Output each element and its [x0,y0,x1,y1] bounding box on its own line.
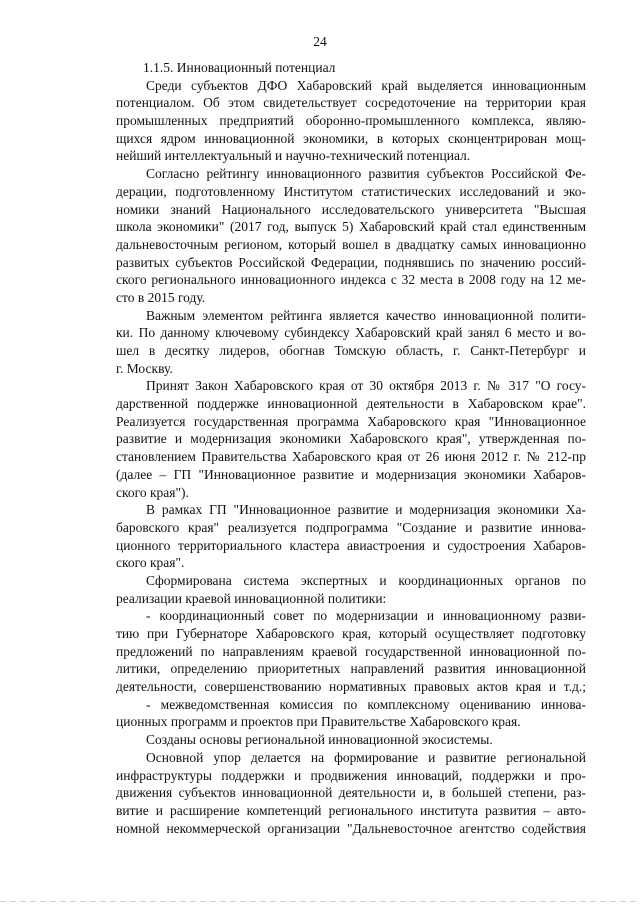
paragraph-line: витие и расширение компетенций регионального института развития – авто- [116,802,586,818]
list-item-line: литики, определению приоритетных направлений развития инновационной [116,661,586,677]
paragraph-line: ционного территориального кластера авиастроения и судостроения Хабаров- [116,537,586,553]
paragraph-line: движения субъектов инновационной деятельности и, в большей степени, раз- [116,785,586,801]
list-item-line: - координационный совет по модернизации и инновационному разви- [146,608,586,624]
list-item-line: ционных программ и проектов при Правительстве Хабаровского края. [116,714,521,730]
paragraph-line: ского края". [116,555,185,571]
paragraph-line: Среди субъектов ДФО Хабаровский край выделяется инновационным [146,77,586,93]
paragraph-line: г. Москву. [116,360,173,376]
paragraph-line: потенциалом. Об этом свидетельствует сосредоточение на территории края [116,95,586,111]
paragraph-line: промышленных предприятий оборонно-промышленного комплекса, являю- [116,113,586,129]
paragraph-line: Сформирована система экспертных и координационных органов по [146,572,586,588]
list-item-line: деятельности, совершенствованию нормативных правовых актов края и т.д.; [116,679,586,695]
paragraph-line: В рамках ГП "Инновационное развитие и модернизация экономики Ха- [146,502,586,518]
section-heading: 1.1.5. Инновационный потенциал [143,60,336,75]
paragraph-line: Принят Закон Хабаровского края от 30 октября 2013 г. № 317 "О госу- [146,378,586,394]
paragraph-line: шел в десятку лидеров, обогнав Томскую область, г. Санкт-Петербург и [116,343,586,358]
paragraph-line: развитых субъектов Российской Федерации, поднявшись по значению россий- [116,254,586,270]
paragraph-line: реализации краевой инновационной политики: [116,590,387,606]
paragraph-line: щихся ядром инновационной экономики, в которых сконцентрирован мощ- [116,130,586,146]
paragraph-line: развитие и модернизация экономики Хабаровского края", утвержденная по- [116,431,586,447]
paragraph-line: баровского края" реализуется подпрограмма "Создание и развитие иннова- [116,519,586,535]
paragraph-line: дерации, подготовленному Институтом статистических исследований и эко- [116,183,586,199]
scan-edge-artifact [0,901,640,902]
paragraph-line: номики знаний Национального исследовательского университета "Высшая [116,201,586,217]
list-item-line: тию при Губернаторе Хабаровского края, который осуществляет подготовку [116,626,586,641]
paragraph-line: ского края"). [116,484,189,500]
paragraph-line: школа экономики" (2017 год, выпуск 5) Хабаровский край стал единственным [116,219,586,235]
document-body [116,59,586,837]
paragraph-line: инфраструктуры поддержки и продвижения инноваций, поддержки и про- [116,767,586,783]
paragraph-line: Согласно рейтингу инновационного развития субъектов Российской Фе- [146,166,586,182]
paragraph-line: ского регионального инновационного индекса с 32 места в 2008 году на 12 ме- [116,272,586,288]
paragraph-line: номной некоммерческой организации "Дальневосточное агентство содействия [116,820,586,836]
paragraph-line: Основной упор делается на формирование и развитие региональной [146,749,586,765]
paragraph-line: (далее – ГП "Инновационное развитие и модернизация экономики Хабаров- [116,466,586,482]
paragraph-line: сто в 2015 году. [116,289,206,305]
paragraph-line: Созданы основы региональной инновационной экосистемы. [146,732,493,748]
list-item-line: - межведомственная комиссия по комплексному оцениванию иннова- [146,696,586,712]
paragraph-line: Реализуется государственная программа Хабаровского края "Инновационное [116,413,586,429]
paragraph-line: Важным элементом рейтинга является качество инновационной полити- [146,307,586,323]
paragraph-line: ки. По данному ключевому субиндексу Хабаровский край занял 6 место и во- [116,325,586,341]
paragraph-line: дальневосточным регионом, который вошел в двадцатку самых инновационно [116,236,586,252]
page-number: 24 [313,34,327,49]
paragraph-line: нейший интеллектуальный и научно-технический потенциал. [116,148,471,164]
paragraph-line: становлением Правительства Хабаровского края от 26 июня 2012 г. № 212-пр [116,449,586,465]
paragraph-line: дарственной поддержке инновационной деятельности в Хабаровском крае". [116,396,586,412]
list-item-line: предложений по направлениям краевой государственной инновационной по- [116,643,586,659]
